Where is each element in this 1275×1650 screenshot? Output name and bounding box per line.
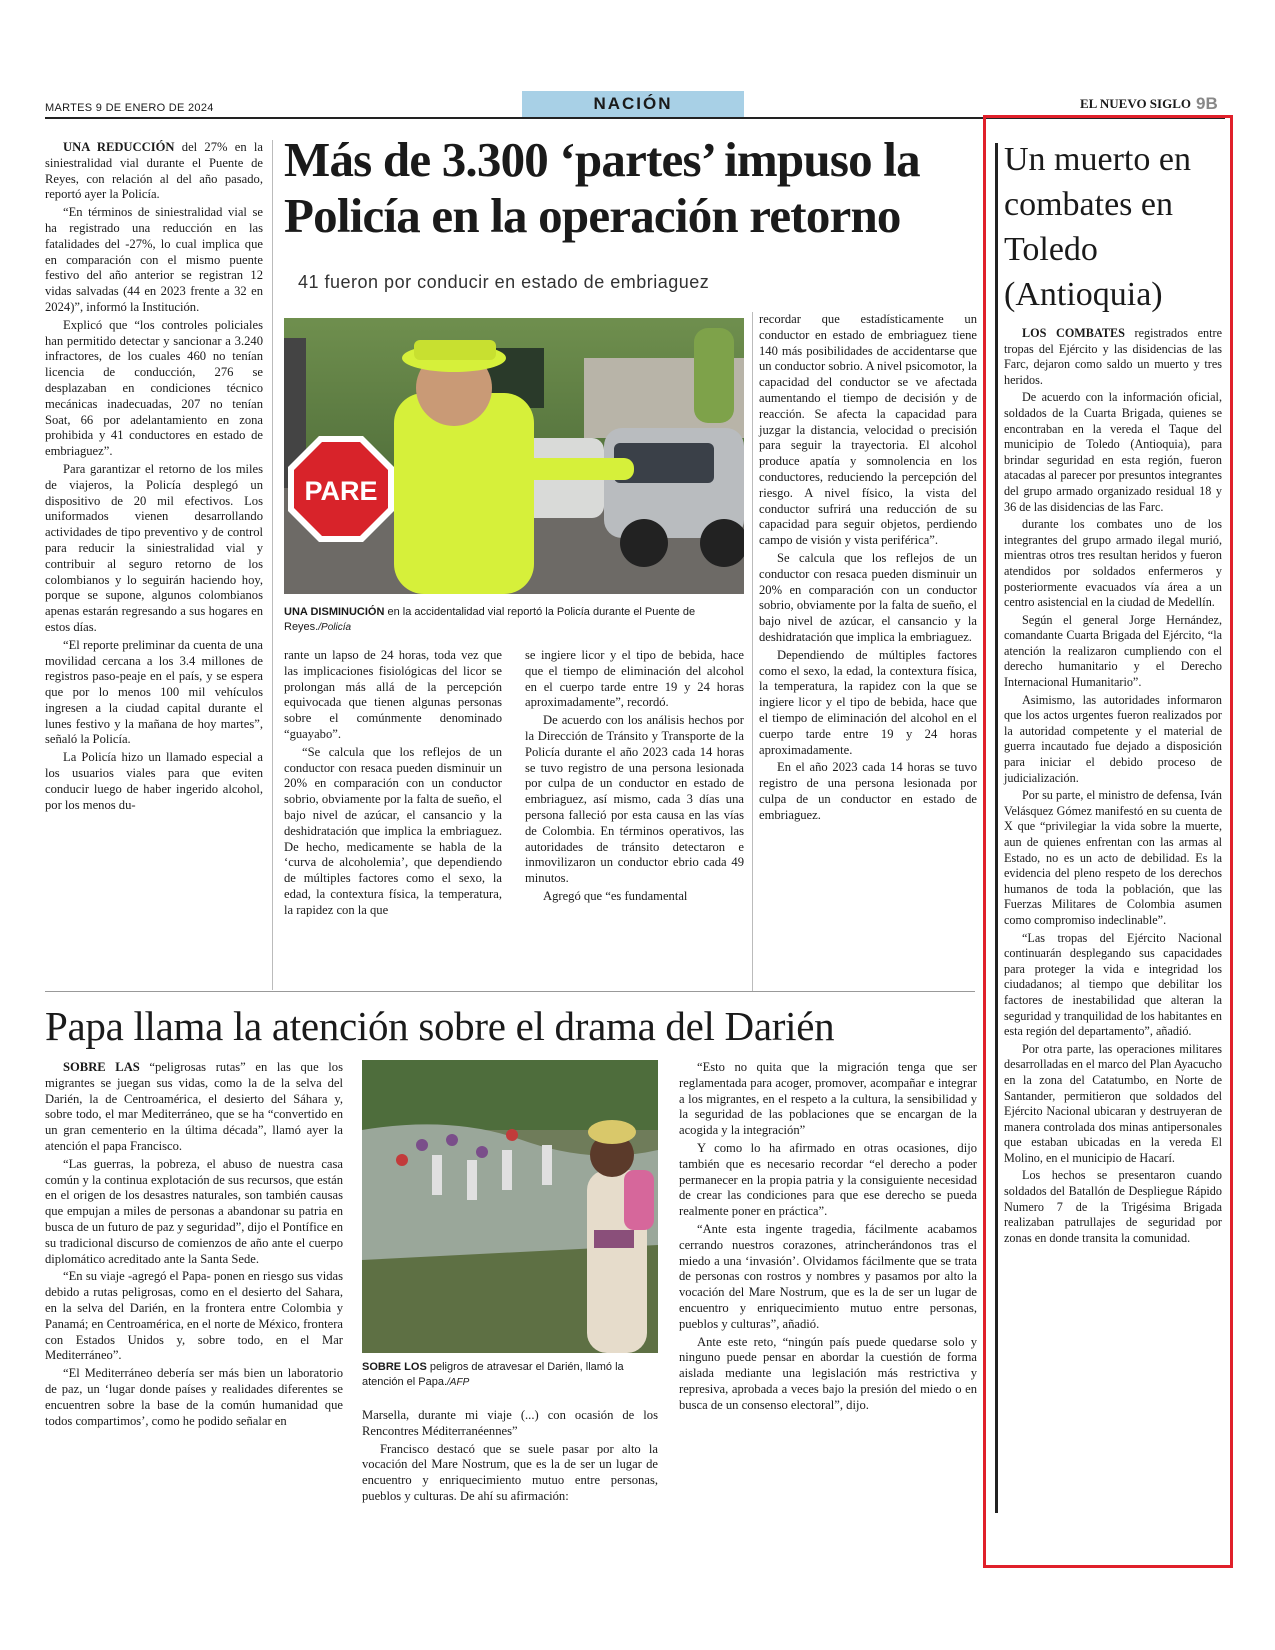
paragraph-text: Según el general Jorge Hernández, comandante Cuarta Brigada del Ejército, “la atención la realizaron cumpliendo con el derecho humanitario y el Derecho Internacional Humanitario”.: [1004, 612, 1222, 690]
paragraph-text: De acuerdo con los análisis hechos por la Dirección de Tránsito y Transporte de la Policía durante el año 2023 cada 14 horas se tuvo registro de una persona lesionada por culpa de un conductor en estado de embriaguez, así mismo, cada 3 días una persona falleció por esta causa en las vías de Colombia. En términos operativos, las autoridades de tránsito detectaron e inmovilizaron un conductor ebrio cada 49 minutos.: [525, 713, 744, 886]
paragraph: [45, 1366, 343, 1429]
paragraph-text: De acuerdo con la información oficial, soldados de la Cuarta Brigada, quienes se encontraban en la vereda el Taque del municipio de Toledo (Antioquia), para brindar seguridad en esta región, fueron atacadas al parecer por presuntos integrantes del grupo armado organizado residual 18 y 36 de las disidencias de las Farc.: [1004, 390, 1222, 514]
paragraph: [525, 713, 744, 887]
lead-kicker: LOS COMBATES: [1022, 326, 1125, 340]
paragraph-text: Por otra parte, las operaciones militares desarrolladas en el marco del Plan Ayacucho en la zona del Catatumbo, en Norte de Santander, permitieron que soldados del Ejército Nacional ubicaran y destruyeran de manera controlada dos minas antipersonales que estaban ubicadas en la vereda El Molino, en el municipio de Hacarí.: [1004, 1041, 1222, 1165]
paragraph: [45, 750, 263, 813]
paragraph: [759, 551, 977, 646]
page-number: 9B: [1196, 94, 1218, 113]
article1-col2: [284, 648, 502, 921]
article2-col3: [679, 1060, 977, 1416]
paragraph-text: Se calcula que los reflejos de un conductor con resaca pueden disminuir un 20% en comparación con un conductor sobrio, obviamente por la falta de sueño, el bajo nivel de azúcar, el cansancio y la deshidratación que implica la embriaguez.: [759, 550, 977, 644]
paragraph-text: La Policía hizo un llamado especial a los usuarios viales para que eviten conducir luego de haber ingerido alcohol, por los menos du-: [45, 750, 263, 812]
paragraph: [679, 1060, 977, 1139]
paragraph: [1004, 931, 1222, 1040]
paragraph: [45, 462, 263, 636]
paragraph-text: “Ante esta ingente tragedia, fácilmente acabamos cerrando nuestros corazones, atrincherándonos tras el miedo a una ‘invasión’. Olvidamos fácilmente que se trata de personas con rostros y nombres y pasamos por alto la vocación del Mare Nostrum, que es la de ser un lugar de encuentro y enriquecimiento mutuo entre personas, pueblos y culturas”, añadió.: [679, 1221, 977, 1331]
police-checkpoint-photo: [284, 318, 744, 594]
paragraph-text: Por su parte, el ministro de defensa, Iván Velásquez Gómez manifestó en su cuenta de X que “privilegiar la vida sobre la muerte, aun de quienes enfrentan con las armas al Estado, no es un acto de debilidad. Es la evidencia del pleno respeto de los derechos humanos de toda la población, que las Fuerzas Militares de Colombia asumen como compromiso indeclinable”.: [1004, 788, 1222, 927]
paragraph-text: “En términos de siniestralidad vial se ha registrado una reducción en las fatalidades del -27%, lo cual implica que en comparación con el mismo puente festivo del año anterior se registran 12 vidas salvadas (44 en 2023 frente a 32 en 2024)”, informó la Institución.: [45, 205, 263, 314]
paragraph: [679, 1335, 977, 1414]
lead-kicker: SOBRE LAS: [63, 1060, 140, 1074]
sidebar-rule: [995, 143, 998, 1513]
photo-credit: /Policía: [318, 622, 352, 633]
paragraph: [759, 312, 977, 549]
paragraph-text: Los hechos se presentaron cuando soldados del Batallón de Despliegue Rápido Numero 7 de la Trigésima Brigada realizaban patrullajes de seguridad por zonas en donde transita la comunidad.: [1004, 1168, 1222, 1245]
paragraph-text: “El Mediterráneo debería ser más bien un laboratorio de paz, un ‘lugar donde países y realidades diferentes se encuentren sobre la base de la común humanidad que todos compartimos’, como he podido señalar en: [45, 1366, 343, 1428]
paragraph-text: Para garantizar el retorno de los miles de viajeros, la Policía desplegó un dispositivo de 20 mil efectivos. Los uniformados vienen desarrollando actividades de tipo preventivo y de control para reducir la siniestralidad vial y contribuir al seguro retorno de los colombianos y lo seguirán haciendo hoy, porque se supone, algunos colombianos apenas estarán regresando a sus hogares en estos días.: [45, 461, 263, 634]
article2-col2: [362, 1408, 658, 1507]
article1-subhead: 41 fueron por conducir en estado de embriaguez: [298, 272, 710, 292]
paragraph: [284, 745, 502, 919]
photo-credit: /AFP: [447, 1377, 470, 1388]
paragraph-text: rante un lapso de 24 horas, toda vez que las implicaciones fisiológicas del licor se prolongan más allá de la percepción equivocada que tienen algunas personas sobre el comúnmente denominado “guayabo”.: [284, 648, 502, 741]
paragraph-text: “Se calcula que los reflejos de un conductor con resaca pueden disminuir un 20% en comparación con un conductor sobrio, obviamente por la falta de sueño, el bajo nivel de azúcar, el cansancio y la deshidratación que implica la embriaguez. De hecho, medicamente se habla de la ‘curva de alcoholemia’, que dependiendo de múltiples factores como el sexo, la edad, la contextura física, la temperatura, la rapidez con la que: [284, 744, 502, 917]
paragraph: [45, 1269, 343, 1364]
darien-migrants-photo: [362, 1060, 658, 1353]
paragraph-text: Francisco destacó que se suele pasar por alto la vocación del Mare Nostrum, que es la de ser un lugar de encuentro y enriquecimiento mutuo entre personas, pueblos y culturas. De ahí su afirmación:: [362, 1441, 658, 1503]
caption-text: en la accidentalidad vial reportó la Policía durante el Puente de Reyes.: [284, 606, 696, 633]
paragraph-text: Y como lo ha afirmado en otras ocasiones, dijo también que es necesario recordar “el derecho a poder permanecer en la propia patria y la consiguiente necesidad de crear las condiciones para que ese derecho se pueda realmente poner en práctica”.: [679, 1140, 977, 1219]
paragraph: [284, 648, 502, 743]
paragraph: [362, 1408, 658, 1440]
paragraph-text: del 27% en la siniestralidad vial durante el Puente de Reyes, con relación al del año pasado, reportó ayer la Policía.: [45, 140, 263, 202]
paragraph-text: recordar que estadísticamente un conductor en estado de embriaguez tiene 140 más posibilidades de accidentarse que un conductor sobrio. A nivel psicomotor, la capacidad del conductor se ve afectada aumentando el tiempo de decisión y de reacción. Se afecta la capacidad para juzgar la distancia, velocidad o precisión para seguir la trayectoria. El alcohol produce apatía y somnolencia en los conductores, reduciendo la percepción del riesgo. A nivel físico, la vista del conductor sufrirá una reducción de su capacidad para seguir objetos, perdiendo campo de visión y vista periférica”.: [759, 312, 977, 548]
article2-photo-caption: [362, 1360, 658, 1390]
paragraph: [45, 1157, 343, 1268]
paragraph: [1004, 517, 1222, 611]
article2-headline: Papa llama la atención sobre el drama del Darién: [45, 1003, 835, 1049]
article1-col4: [759, 312, 977, 826]
paragraph: [45, 638, 263, 749]
paragraph-text: Asimismo, las autoridades informaron que los actos urgentes fueron realizados por la autoridad competente y el material de guerra incautado fue dejado a disposición para iniciar el debido proceso de judicialización.: [1004, 692, 1222, 785]
paragraph: [1004, 613, 1222, 691]
paragraph-text: “Las guerras, la pobreza, el abuso de nuestra casa común y la continua explotación de sus recursos, que están en el origen de los desastres naturales, son también causas que empujan a miles de personas a abandonar su patria en busca de un futuro de paz y seguridad”, dijo el Pontífice en su tradicional discurso de comienzos de año ante el cuerpo diplomático acreditado ante la Santa Sede.: [45, 1156, 343, 1266]
lead-kicker: UNA REDUCCIÓN: [63, 140, 175, 154]
paragraph-text: En el año 2023 cada 14 horas se tuvo registro de una persona lesionada por culpa de un conductor en estado de embriaguez.: [759, 760, 977, 822]
paragraph-text: “En su viaje -agregó el Papa- ponen en riesgo sus vidas debido a rutas peligrosas, como en el desierto del Sahara, en la selva del Darién, en la frontera entre Colombia y Panamá; en Centroamérica, en el norte de México, frontera con Estados Unidos y, sobre todo, en el Mar Mediterráneo”.: [45, 1269, 343, 1363]
paragraph: [525, 648, 744, 711]
caption-text: peligros de atravesar el Darién, llamó la atención el Papa.: [362, 1361, 624, 1388]
newspaper-masthead: EL NUEVO SIGLO: [1080, 96, 1191, 111]
article3-headline: Un muerto en combates en Toledo (Antioquia): [1004, 141, 1191, 313]
paragraph: [1004, 1042, 1222, 1167]
paragraph: [362, 1442, 658, 1505]
paragraph: [525, 889, 744, 905]
article1-photo-caption: [284, 605, 744, 635]
paragraph-text: “Esto no quita que la migración tenga que ser reglamentada para acoger, promover, acompañar e integrar a los migrantes, en el respeto a la cultura, la sensibilidad y la seguridad de las poblaciones que se encargan de la acogida y la integración”: [679, 1060, 977, 1138]
paragraph-text: “Las tropas del Ejército Nacional continuarán desplegando sus capacidades para proteger la vida e integridad los ciudadanos; al tiempo que debilitar los factores de inestabilidad que alteran la seguridad y tranquilidad de los habitantes en esta región del departamento”, añadió.: [1004, 930, 1222, 1039]
caption-kicker: UNA DISMINUCIÓN: [284, 606, 385, 618]
pare-sign-text: PARE: [304, 476, 378, 506]
paragraph: [45, 140, 263, 203]
article1-col1: [45, 140, 263, 815]
paragraph: [759, 648, 977, 759]
column-divider: [272, 140, 273, 990]
paragraph-text: se ingiere licor y el tipo de bebida, hace que el tiempo de eliminación del alcohol en el cuerpo tarde entre 19 y 24 horas aproximadamente”, recordó.: [525, 648, 744, 710]
paragraph-text: durante los combates uno de los integrantes del grupo armado ilegal murió, mientras otros tres resultan heridos y fueron atendidos por soldados enfermeros y posteriormente evacuados vía área a un centro asistencial en la ciudad de Medellín.: [1004, 517, 1222, 610]
article2-col1: [45, 1060, 343, 1431]
paragraph: [1004, 693, 1222, 787]
paragraph: [45, 205, 263, 316]
paragraph: [679, 1141, 977, 1220]
paragraph: [679, 1222, 977, 1333]
paragraph: [1004, 326, 1222, 388]
article3-body: [1004, 326, 1222, 1248]
paragraph-text: “El reporte preliminar da cuenta de una movilidad cercana a los 3.4 millones de registros paso-peaje en el país, y se espera que por lo menos 100 mil vehículos ingresen a la ciudad capital durante el lunes festivo y la mañana de hoy martes”, señaló la Policía.: [45, 637, 263, 747]
section-tab: NACIÓN: [522, 91, 744, 117]
paragraph-text: registrados entre tropas del Ejército y las disidencias de las Farc, dejaron como saldo un muerto y tres heridos.: [1004, 326, 1222, 387]
article-separator: [45, 991, 975, 992]
paragraph-text: “peligrosas rutas” en las que los migrantes se juegan sus vidas, como la de la selva del Darién, la de Centroamérica, el desierto del Sáhara y, sobre todo, el mar Mediterráneo, que se ha “convertido en un gran cementerio en la última década”, llamó ayer la atención el papa Francisco.: [45, 1060, 343, 1153]
paragraph-text: Ante este reto, “ningún país puede quedarse solo y ninguno puede pensar en abordar la cuestión de forma aislada mediante una legislación más restrictiva y represiva, aprobada a veces bajo la presión del miedo o en busca de un consenso electoral”, dijo.: [679, 1334, 977, 1412]
caption-kicker: SOBRE LOS: [362, 1361, 427, 1373]
article1-headline: Más de 3.300 ‘partes’ impuso la Policía en la operación retorno: [284, 132, 920, 243]
paragraph-text: Dependiendo de múltiples factores como el sexo, la edad, la contextura física, la temperatura, la rapidez con la que se ingiere licor y el tipo de bebida, hace que el tiempo de eliminación del alcohol en el cuerpo tarde entre 19 y 24 horas aproximadamente.: [759, 647, 977, 757]
issue-date: MARTES 9 DE ENERO DE 2024: [45, 102, 214, 114]
paragraph-text: Explicó que “los controles policiales han permitido detectar y sancionar a 3.240 infractores, de los cuales 460 no tenían licencia de conducción, 276 se desplazaban en condiciones técnico mecánicas inadecuadas, 207 no tenían Soat, 66 por adelantamiento en zona prohibida y 41 conductores en estado de embriaguez”.: [45, 317, 263, 459]
paragraph: [45, 1060, 343, 1155]
column-divider: [752, 312, 753, 992]
article1-col3: [525, 648, 744, 907]
paragraph: [1004, 788, 1222, 928]
paragraph: [1004, 390, 1222, 515]
paragraph: [45, 318, 263, 460]
paragraph: [1004, 1168, 1222, 1246]
paragraph-text: Marsella, durante mi viaje (...) con ocasión de los Rencontres Méditerranéennes”: [362, 1408, 658, 1438]
paragraph: [759, 760, 977, 823]
paragraph-text: Agregó que “es fundamental: [543, 888, 688, 903]
